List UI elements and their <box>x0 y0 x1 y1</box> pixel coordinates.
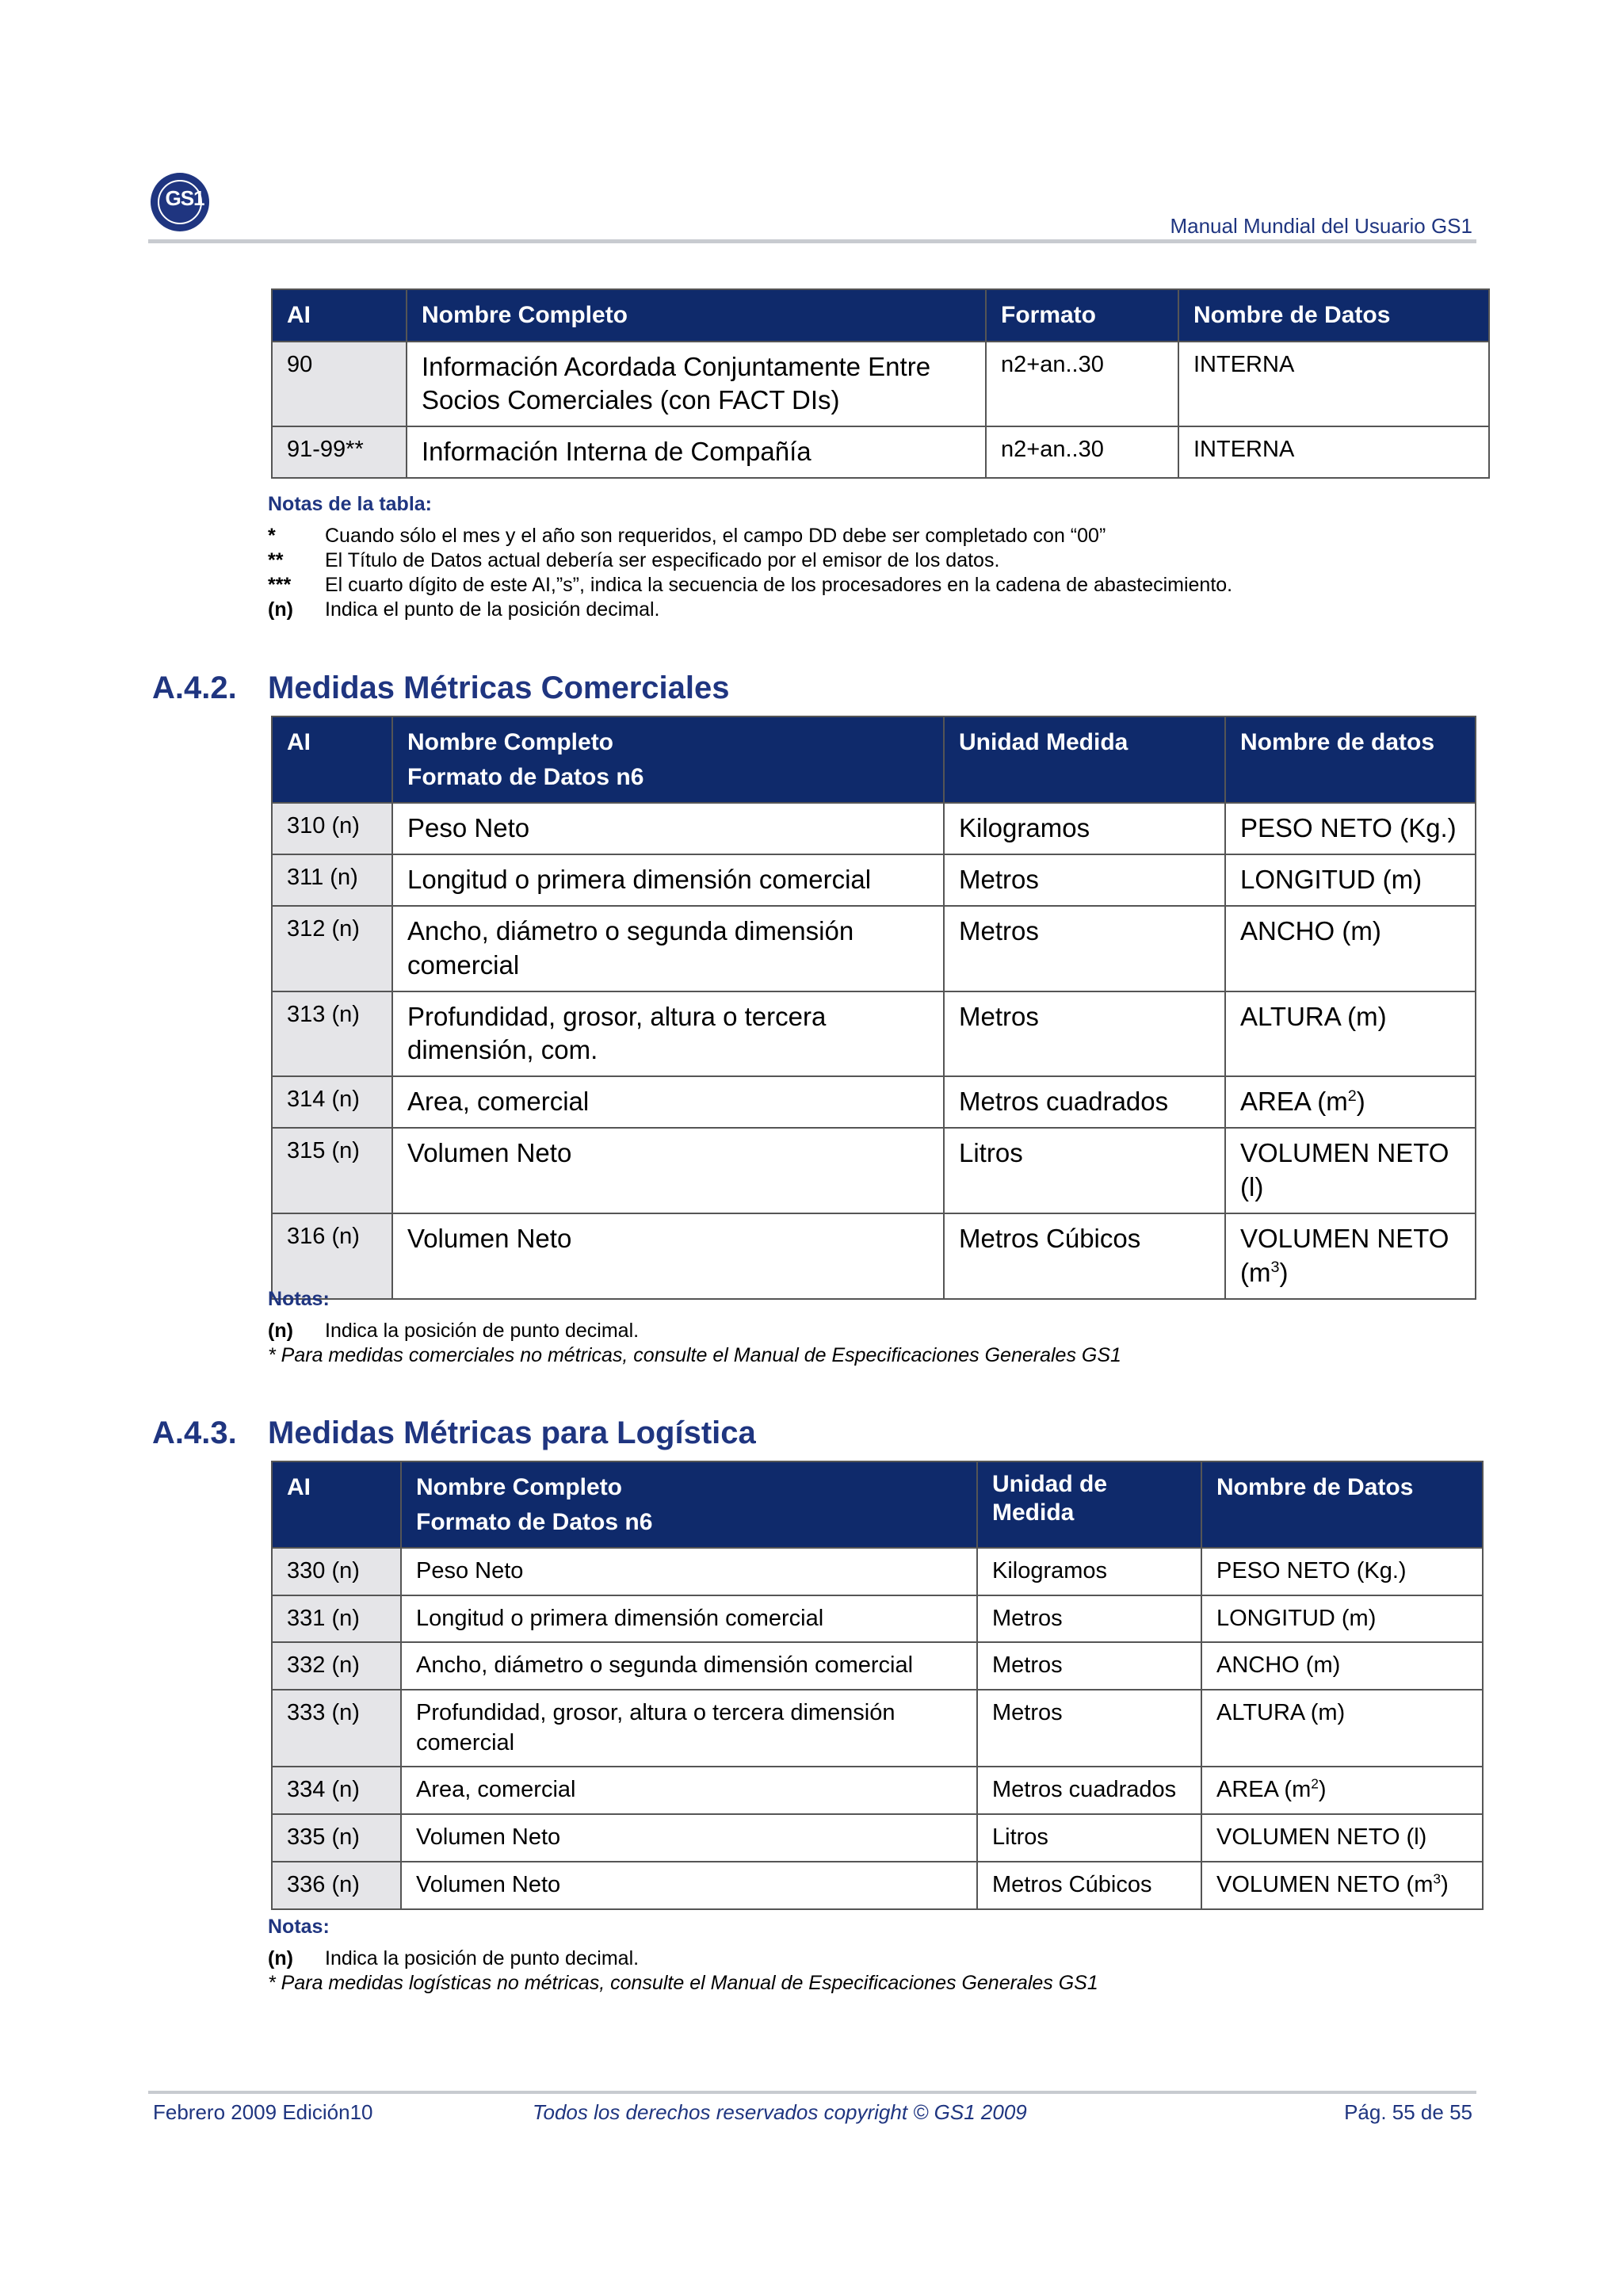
table-row <box>272 1690 1483 1767</box>
name-cell: Profundidad, grosor, altura o tercera dimensión, com. <box>392 991 944 1077</box>
table-row <box>272 1213 1476 1299</box>
notes-title: Notas: <box>268 1288 330 1310</box>
data-title-cell: PESO NETO (Kg.) <box>1201 1548 1483 1595</box>
table-notes-title: Notas de la tabla: <box>268 493 432 515</box>
superscript: 3 <box>1270 1258 1280 1276</box>
name-cell: Ancho, diámetro o segunda dimensión comercial <box>401 1642 977 1690</box>
note-text: Cuando sólo el mes y el año son requeridos, el campo DD debe ser completado con “00” <box>325 525 1106 547</box>
note-item <box>268 525 1457 548</box>
name-cell: Peso Neto <box>392 803 944 854</box>
col-header-unidad: Unidad Medida <box>944 716 1225 803</box>
document-title: Manual Mundial del Usuario GS1 <box>1170 214 1472 238</box>
unit-cell: Metros cuadrados <box>944 1076 1225 1128</box>
ai-cell: 310 (n) <box>272 803 392 854</box>
ai-cell: 334 (n) <box>272 1767 401 1814</box>
ai-cell: 91-99** <box>272 426 407 478</box>
table-header-row <box>272 716 1476 803</box>
data-title-cell: VOLUMEN NETO $(m^3)$ <box>1201 1862 1483 1909</box>
col-header-nombre <box>401 1461 977 1548</box>
note-item <box>268 598 1457 622</box>
unit-cell: Metros <box>977 1595 1201 1643</box>
table-row <box>272 1548 1483 1595</box>
ai-cell: 332 (n) <box>272 1642 401 1690</box>
unit-cell: Metros Cúbicos <box>944 1213 1225 1299</box>
note-key: (n) <box>268 1320 293 1342</box>
data-title-cell: AREA $(m^2)$ <box>1225 1076 1476 1128</box>
name-cell: Area, comercial <box>392 1076 944 1128</box>
format-cell: n2+an..30 <box>986 426 1178 478</box>
table-row <box>272 991 1476 1077</box>
ai-cell: 315 (n) <box>272 1128 392 1213</box>
unit-cell: Metros <box>944 991 1225 1077</box>
col-header-nombre-line1: Nombre Completo <box>416 1474 623 1500</box>
note-key: *** <box>268 574 292 596</box>
format-cell: n2+an..30 <box>986 342 1178 427</box>
note-italic: * Para medidas comerciales no métricas, consulte el Manual de Especificaciones Generales GS1 <box>268 1344 1121 1366</box>
name-cell: Ancho, diámetro o segunda dimensión comercial <box>392 906 944 991</box>
name-cell: Volumen Neto <box>401 1862 977 1909</box>
unit-cell: Kilogramos <box>977 1548 1201 1595</box>
data-title-cell: ALTURA (m) <box>1201 1690 1483 1767</box>
footer-page-number: Pág. 55 de 55 <box>1344 2100 1472 2124</box>
ai-cell: 336 (n) <box>272 1862 401 1909</box>
table-commercial-measures <box>271 716 1476 1300</box>
data-title-cell: PESO NETO (Kg.) <box>1225 803 1476 854</box>
table-row <box>272 1767 1483 1814</box>
name-cell: Longitud o primera dimensión comercial <box>401 1595 977 1643</box>
name-cell: Volumen Neto <box>392 1128 944 1213</box>
ai-cell: 330 (n) <box>272 1548 401 1595</box>
table-row <box>272 1595 1483 1643</box>
data-title-cell: INTERNA <box>1178 426 1489 478</box>
unit-cell: Metros Cúbicos <box>977 1862 1201 1909</box>
note-key: (n) <box>268 598 293 621</box>
col-header-datos: Nombre de Datos <box>1201 1461 1483 1548</box>
table-row <box>272 854 1476 906</box>
ai-cell: 316 (n) <box>272 1213 392 1299</box>
table-row <box>272 1814 1483 1862</box>
superscript: 3 <box>1433 1870 1442 1887</box>
col-header-formato-line2: Formato de Datos n6 <box>407 763 644 790</box>
col-header-nombre-line1: Nombre Completo <box>407 729 614 755</box>
superscript: 2 <box>1347 1087 1357 1106</box>
unit-cell: Metros <box>944 854 1225 906</box>
name-cell: Volumen Neto <box>392 1213 944 1299</box>
note-item <box>268 574 1457 598</box>
data-title-cell: VOLUMEN NETO (l) <box>1225 1128 1476 1213</box>
note-item <box>268 1320 1457 1343</box>
table-row <box>272 1642 1483 1690</box>
data-title-text: VOLUMEN NETO (m <box>1216 1871 1434 1897</box>
table-header-row <box>272 289 1489 342</box>
data-title-cell: ANCHO (m) <box>1201 1642 1483 1690</box>
data-title-cell: LONGITUD (m) <box>1201 1595 1483 1643</box>
col-header-ai: AI <box>272 289 407 342</box>
footer-copyright: Todos los derechos reservados copyright © GS1 2009 <box>533 2100 1027 2124</box>
note-key: * <box>268 525 276 547</box>
table-row <box>272 342 1489 427</box>
unit-cell: Metros cuadrados <box>977 1767 1201 1814</box>
ai-cell: 314 (n) <box>272 1076 392 1128</box>
col-header-nombre: Nombre Completo <box>407 289 986 342</box>
section-title: Medidas Métricas para Logística <box>268 1415 756 1450</box>
note-text: Indica el punto de la posición decimal. <box>325 598 660 621</box>
notes-title: Notas: <box>268 1916 330 1938</box>
ai-cell: 333 (n) <box>272 1690 401 1767</box>
name-cell: Area, comercial <box>401 1767 977 1814</box>
note-italic: * Para medidas logísticas no métricas, consulte el Manual de Especificaciones Generales GS1 <box>268 1972 1098 1994</box>
data-title-text: AREA (m <box>1216 1777 1312 1803</box>
section-number: A.4.2. <box>152 670 237 705</box>
section-title: Medidas Métricas Comerciales <box>268 670 730 705</box>
ai-cell: 312 (n) <box>272 906 392 991</box>
note-text: El Título de Datos actual debería ser especificado por el emisor de los datos. <box>325 549 1000 571</box>
data-title-cell: INTERNA <box>1178 342 1489 427</box>
col-header-ai: AI <box>272 716 392 803</box>
unit-cell: Litros <box>977 1814 1201 1862</box>
unit-cell: Kilogramos <box>944 803 1225 854</box>
table-internal-ai <box>271 288 1490 479</box>
header-rule <box>148 239 1476 243</box>
table-row <box>272 803 1476 854</box>
footer-date: Febrero 2009 Edición10 <box>153 2100 373 2124</box>
name-cell: Profundidad, grosor, altura o tercera dimensión comercial <box>401 1690 977 1767</box>
footer-rule <box>148 2091 1476 2094</box>
unit-cell: Metros <box>977 1642 1201 1690</box>
note-key: ** <box>268 549 284 571</box>
col-header-datos: Nombre de Datos <box>1178 289 1489 342</box>
ai-cell: 313 (n) <box>272 991 392 1077</box>
name-cell: Información Acordada Conjuntamente Entre Socios Comerciales (con FACT DIs) <box>407 342 986 427</box>
col-header-nombre <box>392 716 944 803</box>
note-item <box>268 549 1457 573</box>
table-row <box>272 1076 1476 1128</box>
data-title-cell: VOLUMEN NETO $(m^3)$ <box>1225 1213 1476 1299</box>
col-header-formato: Formato <box>986 289 1178 342</box>
col-header-formato-line2: Formato de Datos n6 <box>416 1508 653 1535</box>
unit-cell: Metros <box>944 906 1225 991</box>
name-cell: Peso Neto <box>401 1548 977 1595</box>
logo-text: GS1 <box>165 186 204 210</box>
note-item <box>268 1947 1457 1971</box>
ai-cell: 90 <box>272 342 407 427</box>
unit-cell: Litros <box>944 1128 1225 1213</box>
data-title-cell: ANCHO (m) <box>1225 906 1476 991</box>
table-row <box>272 426 1489 478</box>
gs1-logo <box>151 173 209 231</box>
ai-cell: 335 (n) <box>272 1814 401 1862</box>
table-row <box>272 906 1476 991</box>
col-header-unidad: Unidad de Medida <box>977 1461 1201 1548</box>
table-logistic-measures <box>271 1461 1484 1910</box>
col-header-datos: Nombre de datos <box>1225 716 1476 803</box>
data-title-text: VOLUMEN NETO (m <box>1240 1224 1449 1287</box>
col-header-ai: AI <box>272 1461 401 1548</box>
table-row <box>272 1862 1483 1909</box>
note-key: (n) <box>268 1947 293 1969</box>
data-title-text: AREA (m <box>1240 1087 1348 1117</box>
table-header-row <box>272 1461 1483 1548</box>
data-title-cell: VOLUMEN NETO (l) <box>1201 1814 1483 1862</box>
data-title-cell: LONGITUD (m) <box>1225 854 1476 906</box>
note-text: Indica la posición de punto decimal. <box>325 1320 640 1342</box>
ai-cell: 331 (n) <box>272 1595 401 1643</box>
name-cell: Volumen Neto <box>401 1814 977 1862</box>
section-number: A.4.3. <box>152 1415 237 1450</box>
ai-cell: 311 (n) <box>272 854 392 906</box>
data-title-cell: ALTURA (m) <box>1225 991 1476 1077</box>
table-row <box>272 1128 1476 1213</box>
superscript: 2 <box>1311 1775 1319 1792</box>
unit-cell: Metros <box>977 1690 1201 1767</box>
note-text: El cuarto dígito de este AI,”s”, indica la secuencia de los procesadores en la cadena de abastecimiento. <box>325 574 1233 596</box>
name-cell: Información Interna de Compañía <box>407 426 986 478</box>
name-cell: Longitud o primera dimensión comercial <box>392 854 944 906</box>
data-title-cell: AREA $(m^2)$ <box>1201 1767 1483 1814</box>
note-text: Indica la posición de punto decimal. <box>325 1947 640 1969</box>
